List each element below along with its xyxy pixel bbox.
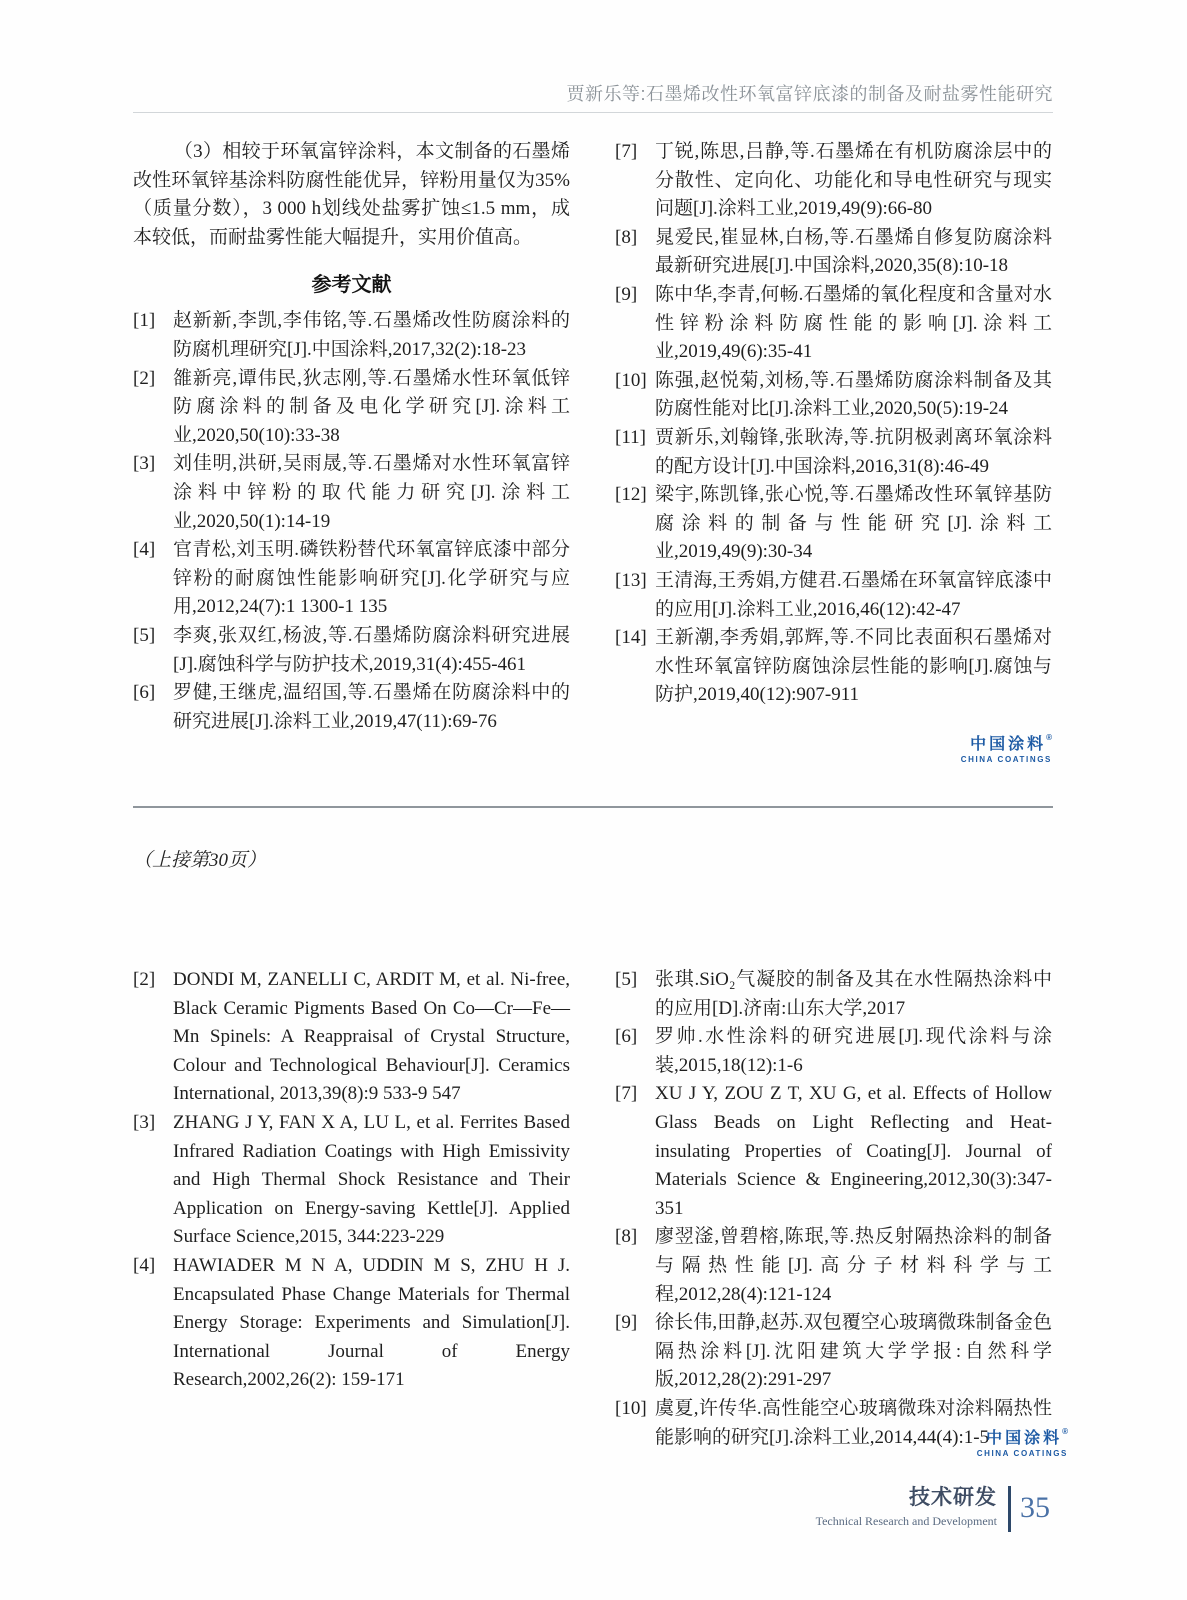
reference-number: [12] xyxy=(615,484,647,506)
reference-item xyxy=(615,224,1052,281)
reference-number: [2] xyxy=(133,367,156,389)
reference-number: [4] xyxy=(133,539,156,561)
registered-mark-icon: ® xyxy=(1062,1427,1068,1437)
footer-section-labels xyxy=(816,1486,997,1532)
reference-text: DONDI M, ZANELLI C, ARDIT M, et al. Ni-free, Black Ceramic Pigments Based On Co—Cr—Fe—Mn Spinels: A Reappraisal of Crystal Structure, Colour and Technological Behaviour[J]. Ceramics International, 2013,39(8):9 533-9 547 xyxy=(173,969,570,1105)
column-left xyxy=(133,966,570,1452)
reference-number: [8] xyxy=(615,226,638,248)
reference-text: 刘佳明,洪研,吴雨晟,等.石墨烯对水性环氧富锌涂料中锌粉的取代能力研究[J].涂料工业,2020,50(1):14-19 xyxy=(173,453,570,532)
reference-item xyxy=(133,1252,570,1395)
reference-item xyxy=(615,567,1052,624)
logo-name: 中国涂料 xyxy=(970,735,1047,753)
continued-references-list-left xyxy=(133,966,570,1395)
page-number: 35 xyxy=(1020,1491,1050,1524)
continued-references-list-right xyxy=(615,966,1052,1452)
reference-number: [11] xyxy=(615,426,646,448)
reference-text: 罗帅.水性涂料的研究进展[J].现代涂料与涂装,2015,18(12):1-6 xyxy=(655,1026,1052,1076)
reference-number: [10] xyxy=(615,369,647,391)
references-heading: 参考文献 xyxy=(311,274,392,297)
reference-text: HAWIADER M N A, UDDIN M S, ZHU H J. Encapsulated Phase Change Materials for Thermal Energy Storage: Experiments and Simulation[J]. International Journal of Energy Research,2002,26(2): 159-171 xyxy=(173,1254,570,1391)
china-coatings-logo xyxy=(977,1428,1068,1458)
header-rule xyxy=(133,112,1053,113)
footer-section-name-cn: 技术研发 xyxy=(909,1486,997,1509)
reference-item xyxy=(133,450,570,536)
reference-text: 罗健,王继虎,温绍国,等.石墨烯在防腐涂料中的研究进展[J].涂料工业,2019,47(11):69-76 xyxy=(173,682,570,732)
reference-item xyxy=(615,1080,1052,1223)
reference-text: 王新潮,李秀娟,郭辉,等.不同比表面积石墨烯对水性环氧富锌防腐蚀涂层性能的影响[J].腐蚀与防护,2019,40(12):907-911 xyxy=(655,627,1052,706)
footer-section-name-en: Technical Research and Development xyxy=(815,1514,997,1529)
reference-number: [9] xyxy=(615,283,638,305)
references-list-left xyxy=(133,307,570,736)
reference-item xyxy=(615,1223,1052,1309)
reference-item xyxy=(133,365,570,451)
reference-number: [6] xyxy=(615,1026,638,1048)
reference-text: 王清海,王秀娟,方健君.石墨烯在环氧富锌底漆中的应用[J].涂料工业,2016,46(12):42-47 xyxy=(655,569,1052,620)
footer-divider-bar xyxy=(1008,1486,1011,1532)
reference-item xyxy=(133,536,570,622)
reference-item xyxy=(133,307,570,364)
reference-number: [2] xyxy=(133,969,156,990)
reference-text: 晁爱民,崔显林,白杨,等.石墨烯自修复防腐涂料最新研究进展[J].中国涂料,2020,35(8):10-18 xyxy=(655,226,1052,277)
reference-item xyxy=(133,622,570,679)
reference-text: 雒新亮,谭伟民,狄志刚,等.石墨烯水性环氧低锌防腐涂料的制备及电化学研究[J].涂料工业,2020,50(10):33-38 xyxy=(173,367,570,446)
reference-text: 虞夏,许传华.高性能空心玻璃微珠对涂料隔热性能影响的研究[J].涂料工业,2014,44(4):1-5 xyxy=(655,1397,1052,1448)
logo-name: 中国涂料 xyxy=(986,1430,1063,1448)
section-main-article xyxy=(133,138,1053,764)
reference-text: 陈强,赵悦菊,刘杨,等.石墨烯防腐涂料制备及其防腐性能对比[J].涂料工业,2020,50(5):19-24 xyxy=(655,369,1052,420)
reference-item xyxy=(615,481,1052,567)
reference-text: 陈中华,李青,何畅.石墨烯的氧化程度和含量对水性锌粉涂料防腐性能的影响[J].涂料工业,2019,49(6):35-41 xyxy=(655,283,1052,363)
logo-wordmark-cn xyxy=(961,734,1052,753)
reference-text: 贾新乐,刘翰锋,张耿涛,等.抗阴极剥离环氧涂料的配方设计[J].中国涂料,2016,31(8):46-49 xyxy=(655,426,1052,477)
column-left xyxy=(133,138,570,764)
reference-number: [9] xyxy=(615,1312,638,1334)
section-continued-references xyxy=(133,966,1068,1459)
reference-number: [7] xyxy=(615,1083,638,1105)
reference-number: [8] xyxy=(615,1226,638,1248)
reference-text: 丁锐,陈思,吕静,等.石墨烯在有机防腐涂层中的分散性、定向化、功能化和导电性研究与现实问题[J].涂料工业,2019,49(9):66-80 xyxy=(655,141,1052,220)
logo-wordmark-en: CHINA COATINGS xyxy=(960,754,1052,764)
reference-item xyxy=(133,1109,570,1252)
reference-text: 梁宇,陈凯锋,张心悦,等.石墨烯改性环氧锌基防腐涂料的制备与性能研究[J].涂料工业,2019,49(9):30-34 xyxy=(655,484,1052,563)
reference-text: 赵新新,李凯,李伟铭,等.石墨烯改性防腐涂料的防腐机理研究[J].中国涂料,2017,32(2):18-23 xyxy=(173,310,570,360)
column-right xyxy=(615,966,1068,1459)
reference-number: [3] xyxy=(133,1111,156,1133)
reference-number: [6] xyxy=(133,682,156,704)
reference-number: [5] xyxy=(615,969,638,990)
references-list-right xyxy=(615,138,1052,710)
column-right xyxy=(615,138,1052,764)
reference-number: [7] xyxy=(615,141,638,162)
reference-item xyxy=(615,367,1052,424)
logo-wordmark-en: CHINA COATINGS xyxy=(976,1449,1068,1459)
reference-text: 李爽,张双红,杨波,等.石墨烯防腐涂料研究进展[J].腐蚀科学与防护技术,2019,31(4):455-461 xyxy=(173,624,570,675)
reference-number: [1] xyxy=(133,310,156,332)
reference-item xyxy=(615,281,1052,367)
reference-number: [5] xyxy=(133,624,156,646)
reference-item xyxy=(615,624,1052,710)
reference-item xyxy=(615,966,1052,1023)
reference-number: [3] xyxy=(133,453,156,475)
reference-number: [4] xyxy=(133,1254,156,1276)
reference-text: 廖翌滏,曾碧榕,陈珉,等.热反射隔热涂料的制备与隔热性能[J].高分子材料科学与工程,2012,28(4):121-124 xyxy=(655,1226,1052,1305)
reference-number: [14] xyxy=(615,627,647,649)
reference-item xyxy=(615,1023,1052,1080)
reference-item xyxy=(133,966,570,1109)
logo-wordmark-cn xyxy=(977,1428,1068,1447)
reference-number: [13] xyxy=(615,569,647,591)
reference-text: 徐长伟,田静,赵苏.双包覆空心玻璃微珠制备金色隔热涂料[J].沈阳建筑大学学报:自然科学版,2012,28(2):291-297 xyxy=(655,1312,1052,1391)
china-coatings-logo xyxy=(961,734,1052,764)
continuation-note: （上接第30页） xyxy=(133,850,267,871)
reference-number: [10] xyxy=(615,1397,647,1419)
running-header-title: 贾新乐等:石墨烯改性环氧富锌底漆的制备及耐盐雾性能研究 xyxy=(566,84,1053,104)
reference-item xyxy=(615,424,1052,481)
reference-item xyxy=(615,138,1052,224)
page-footer xyxy=(816,1486,1050,1532)
reference-text: ZHANG J Y, FAN X A, LU L, et al. Ferrites Based Infrared Radiation Coatings with High Emissivity and High Thermal Shock Resistance and Their Application on Energy-saving Kettle[J]. Applied Surface Science,2015, 344:223-229 xyxy=(173,1111,570,1248)
section-divider xyxy=(133,806,1053,808)
china-coatings-logo-block xyxy=(615,734,1052,764)
reference-item xyxy=(133,679,570,736)
registered-mark-icon: ® xyxy=(1046,732,1052,742)
reference-text: 张琪.SiO₂气凝胶的制备及其在水性隔热涂料中的应用[D].济南:山东大学,2017 xyxy=(655,969,1052,1019)
reference-text: XU J Y, ZOU Z T, XU G, et al. Effects of Hollow Glass Beads on Light Reflecting and Heat-insulating Properties of Coating[J]. Journal of Materials Science & Engineering,2012,30(3):347-351 xyxy=(655,1083,1052,1219)
reference-text: 官青松,刘玉明.磷铁粉替代环氧富锌底漆中部分锌粉的耐腐蚀性能影响研究[J].化学研究与应用,2012,24(7):1 1300-1 135 xyxy=(173,539,570,618)
conclusion-paragraph: （3）相较于环氧富锌涂料，本文制备的石墨烯改性环氧锌基涂料防腐性能优异，锌粉用量仅为35%（质量分数），3 000 h划线处盐雾扩蚀≤1.5 mm，成本较低，而耐盐雾性能大幅提升，实用价值高。 xyxy=(133,141,570,248)
reference-item xyxy=(615,1309,1052,1395)
